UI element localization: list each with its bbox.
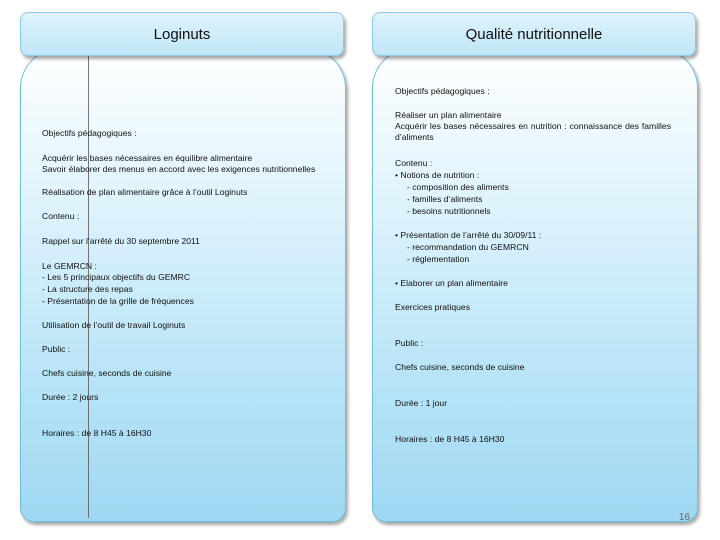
right-duree: Durée : 1 jour (395, 398, 448, 408)
left-obj-line2: Savoir élaborer des menus en accord avec les exigences nutritionnelles (42, 164, 316, 174)
left-gemrcn: Le GEMRCN : (42, 261, 97, 271)
left-horaires: Horaires : de 8 H45 à 16H30 (42, 428, 152, 438)
left-utilisation: Utilisation de l’outil de travail Loginuts (42, 320, 186, 330)
left-public-value: Chefs cuisine, seconds de cuisine (42, 368, 172, 378)
right-c2: • Présentation de l’arrêté du 30/09/11 : (395, 230, 542, 240)
right-c2b: - réglementation (407, 254, 470, 264)
left-public-label: Public : (42, 344, 71, 354)
right-c1a: - composition des aliments (407, 182, 509, 192)
right-title: Qualité nutritionnelle (465, 25, 603, 43)
right-public-value: Chefs cuisine, seconds de cuisine (395, 362, 525, 372)
left-title: Loginuts (153, 25, 211, 43)
right-header (372, 12, 696, 56)
right-public-label: Public : (395, 338, 424, 348)
right-c1b: - familles d’aliments (407, 194, 483, 204)
right-c1c: - besoins nutritionnels (407, 206, 491, 216)
left-header (20, 12, 344, 56)
left-objectifs-label: Objectifs pédagogiques : (42, 128, 137, 138)
left-gem-item1: - Les 5 principaux objectifs du GEMRC (42, 272, 191, 282)
right-contenu-label: Contenu : (395, 158, 433, 168)
right-c3: • Elaborer un plan alimentaire (395, 278, 508, 288)
right-obj-line2: Acquérir les bases nécessaires en nutrition : connaissance des familles d’aliments (395, 121, 671, 142)
left-gem-item2: - La structure des repas (42, 284, 133, 294)
right-objectifs-label: Objectifs pédagogiques : (395, 86, 490, 96)
right-exercices: Exercices pratiques (395, 302, 470, 312)
left-obj-line1: Acquérir les bases nécessaires en équilibre alimentaire (42, 153, 253, 163)
left-contenu-label: Contenu : (42, 211, 80, 221)
right-c1: • Notions de nutrition : (395, 170, 480, 180)
right-horaires: Horaires : de 8 H45 à 16H30 (395, 434, 505, 444)
page-number: 16 (678, 512, 690, 523)
right-c2a: - recommandation du GEMRCN (407, 242, 529, 252)
left-duree: Durée : 2 jours (42, 392, 99, 402)
left-gem-item3: - Présentation de la grille de fréquences (42, 296, 194, 306)
left-obj-line3: Réalisation de plan alimentaire grâce à l’outil Loginuts (42, 187, 248, 197)
left-rappel: Rappel sur l’arrêté du 30 septembre 2011 (42, 236, 200, 246)
right-obj-line1: Réaliser un plan alimentaire (395, 110, 502, 120)
